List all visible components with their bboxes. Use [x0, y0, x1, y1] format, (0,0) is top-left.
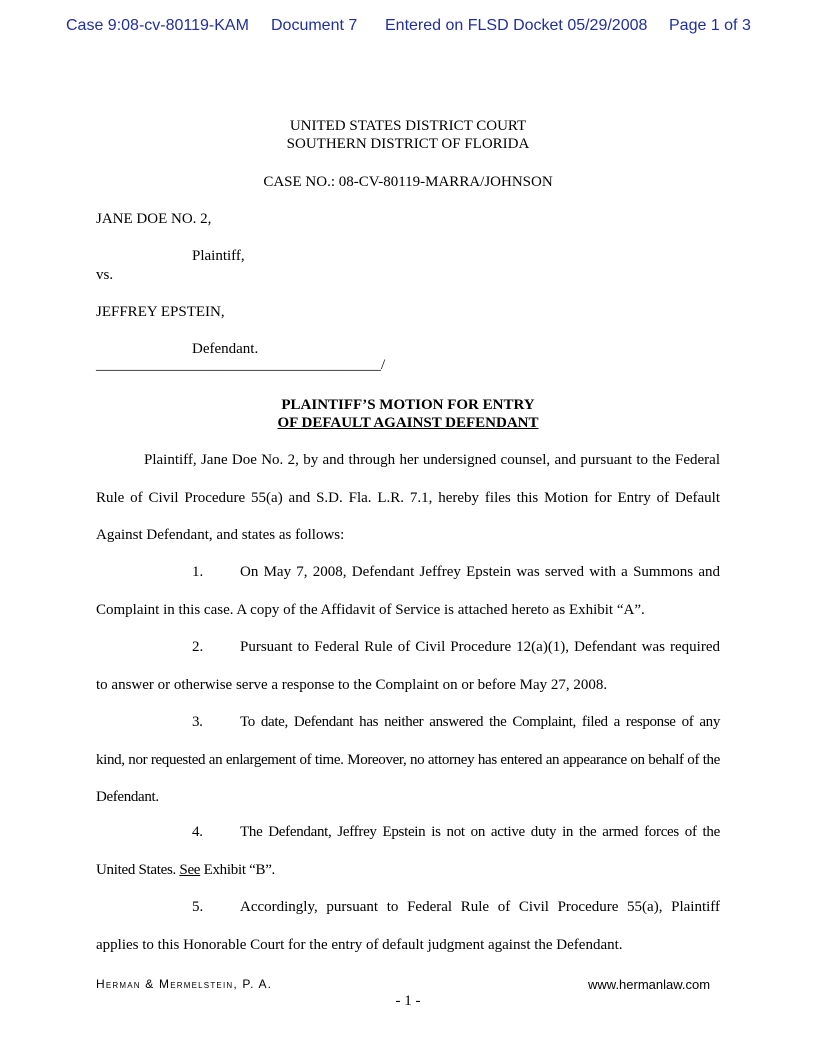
paragraph-number: 4.: [192, 824, 203, 840]
paragraph-number: 1.: [192, 564, 204, 580]
paragraph-text: The Defendant, Jeffrey Epstein is not on active duty in the armed forces of the United States.: [96, 824, 720, 878]
ecf-document-number: Document 7: [271, 17, 358, 34]
motion-title-line1: PLAINTIFF’S MOTION FOR ENTRY: [281, 397, 535, 413]
paragraph-number: 2.: [192, 639, 204, 655]
paragraph-number: 5.: [192, 899, 204, 915]
paragraph-3: [96, 704, 720, 817]
paragraph-text: On May 7, 2008, Defendant Jeffrey Epstein was served with a Summons and Complaint in this case. A copy of the Affidavit of Service is attached hereto as Exhibit “A”.: [96, 564, 720, 618]
footer-website: www.hermanlaw.com: [588, 977, 711, 992]
caption-rule: ______________________________________/: [96, 357, 386, 373]
paragraph-text-exhibit: Exhibit “B”.: [200, 861, 276, 878]
case-number: CASE NO.: 08-CV-80119-MARRA/JOHNSON: [263, 174, 553, 190]
defendant-role: Defendant.: [192, 341, 259, 357]
plaintiff-name: JANE DOE NO. 2,: [96, 211, 212, 227]
court-district: SOUTHERN DISTRICT OF FLORIDA: [286, 136, 530, 152]
see-signal: See: [179, 861, 201, 878]
versus: vs.: [96, 267, 114, 283]
paragraph-text: Pursuant to Federal Rule of Civil Procedure 12(a)(1), Defendant was required to answer or otherwise serve a response to the Complaint on or before May 27, 2008.: [96, 639, 720, 693]
intro-paragraph: Plaintiff, Jane Doe No. 2, by and through her undersigned counsel, and pursuant to the Federal Rule of Civil Procedure 55(a) and S.D. Fla. L.R. 7.1, hereby files this Motion for Entry of Default Against Defendant, and states as follows:: [96, 452, 720, 543]
paragraph-number: 3.: [192, 714, 203, 730]
defendant-name: JEFFREY EPSTEIN,: [96, 304, 225, 320]
paragraph-text: Accordingly, pursuant to Federal Rule of Civil Procedure 55(a), Plaintiff applies to this Honorable Court for the entry of default judgment against the Defendant.: [96, 899, 720, 953]
plaintiff-role: Plaintiff,: [192, 248, 245, 264]
ecf-docket-entry: Entered on FLSD Docket 05/29/2008: [385, 17, 648, 34]
paragraph-5: [96, 889, 720, 964]
paragraph-1: [96, 554, 720, 629]
footer-firm-name: Herman & Mermelstein, P. A.: [96, 977, 273, 991]
motion-title-line2: OF DEFAULT AGAINST DEFENDANT: [277, 415, 539, 431]
paragraph-text: To date, Defendant has neither answered the Complaint, filed a response of any kind, nor requested an enlargement of time. Moreover, no attorney has entered an appearance on behalf of the Defendant.: [96, 714, 720, 805]
page-number: - 1 -: [395, 993, 421, 1009]
ecf-case-number: Case 9:08-cv-80119-KAM: [66, 17, 249, 34]
paragraph-2: [96, 629, 720, 704]
ecf-page-count: Page 1 of 3: [669, 17, 751, 34]
court-name: UNITED STATES DISTRICT COURT: [289, 118, 527, 134]
paragraph-4: [96, 814, 720, 889]
